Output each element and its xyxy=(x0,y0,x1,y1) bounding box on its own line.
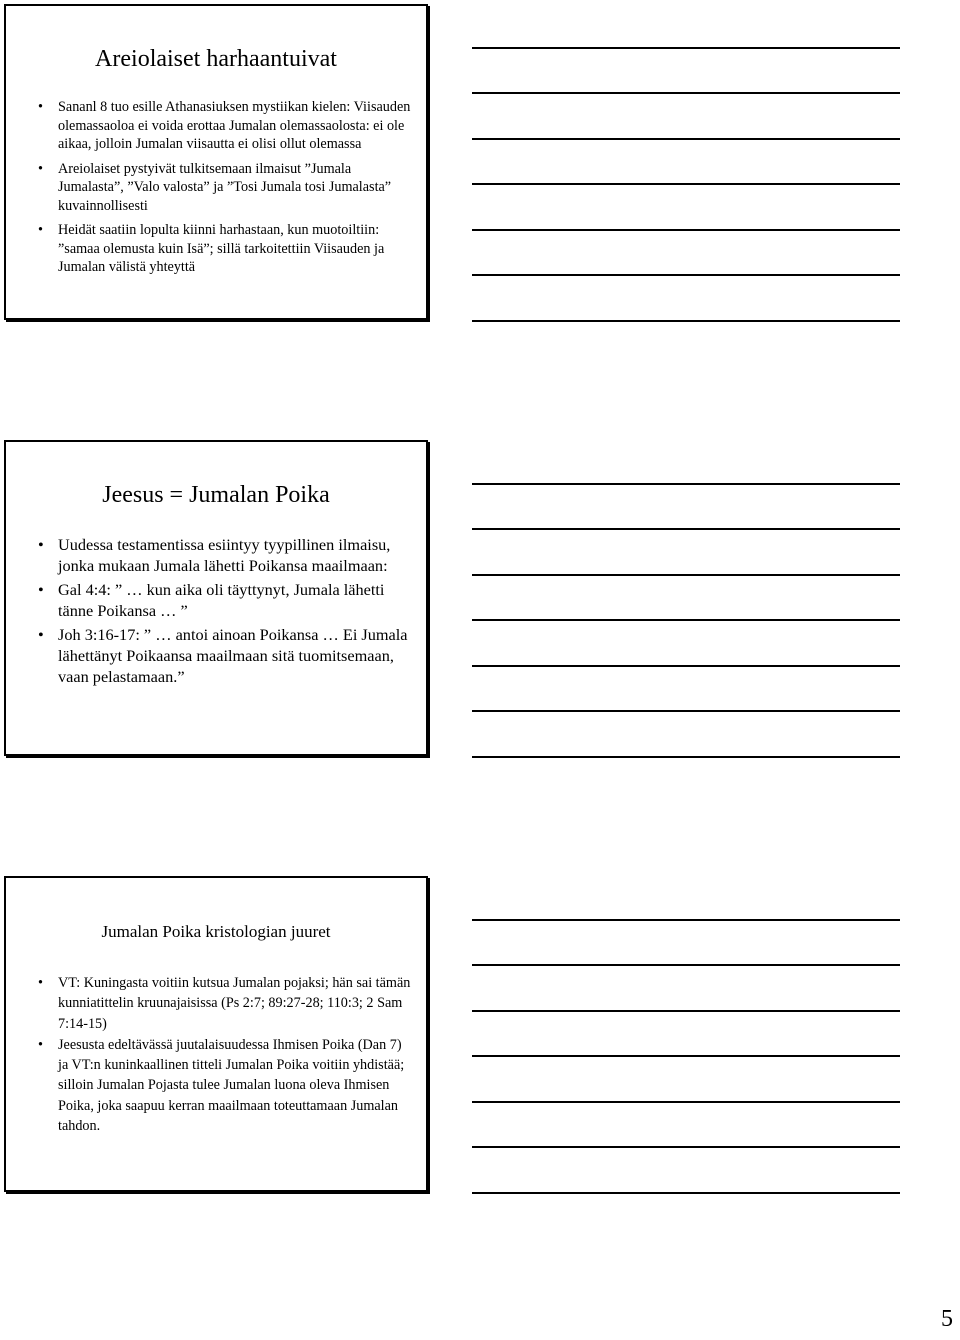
slide-title: Jumalan Poika kristologian juuret xyxy=(101,922,331,941)
page-number: 5 xyxy=(941,1306,953,1332)
note-line xyxy=(472,274,900,276)
note-line xyxy=(472,1010,900,1012)
bullet-list xyxy=(30,534,412,690)
note-line xyxy=(472,964,900,966)
bullet-item: • Joh 3:16-17: ” … antoi ainoan Poikansa … Ei Jumala lähettänyt Poikaansa maailmaan sitä tuomitsemaan, vaan pelastamaan.” xyxy=(30,624,412,687)
note-line xyxy=(472,138,900,140)
slide-2 xyxy=(4,440,428,756)
note-line xyxy=(472,1055,900,1057)
note-line xyxy=(472,710,900,712)
bullet-item: • Uudessa testamentissa esiintyy tyypillinen ilmaisu, jonka mukaan Jumala lähetti Poikansa maailmaan: xyxy=(30,534,412,576)
bullet-item: • Areiolaiset pystyivät tulkitsemaan ilmaisut ”Jumala Jumalasta”, ”Valo valosta” ja ”Tosi Jumala tosi Jumalasta” kuvainnollisesti xyxy=(30,160,412,216)
slide-1 xyxy=(4,4,428,320)
bullet-item: • Heidät saatiin lopulta kiinni harhastaan, kun muotoiltiin: ”samaa olemusta kuin Isä”; sillä tarkoitettiin Viisauden ja Jumalan välistä yhteyttä xyxy=(30,221,412,277)
note-line xyxy=(472,92,900,94)
note-line xyxy=(472,528,900,530)
note-line xyxy=(472,47,900,49)
slide-title: Areiolaiset harhaantuivat xyxy=(95,46,337,72)
note-line xyxy=(472,919,900,921)
bullet-list xyxy=(30,98,412,283)
note-line xyxy=(472,1101,900,1103)
note-line xyxy=(472,619,900,621)
bullet-list xyxy=(30,973,412,1137)
bullet-item: • VT: Kuningasta voitiin kutsua Jumalan pojaksi; hän sai tämän kunniatittelin kruunajaisissa (Ps 2:7; 89:27-28; 110:3; 2 Sam 7:14-15) xyxy=(30,973,412,1034)
note-line xyxy=(472,574,900,576)
bullet-item: • Sananl 8 tuo esille Athanasiuksen mystiikan kielen: Viisauden olemassaoloa ei voida erottaa Jumalan olemassaolosta: ei ole aikaa, jolloin Jumalan viisautta ei olisi ollut olemassa xyxy=(30,98,412,154)
slide-3 xyxy=(4,876,428,1192)
note-line xyxy=(472,229,900,231)
note-line xyxy=(472,320,900,322)
bullet-item: • Jeesusta edeltävässä juutalaisuudessa Ihmisen Poika (Dan 7) ja VT:n kuninkaallinen titteli Jumalan Poika voitiin yhdistää; silloin Jumalan Pojasta tulee Jumalan luona oleva Ihmisen Poika, joka saapuu kerran maailmaan toteuttamaan Jumalan tahdon. xyxy=(30,1035,412,1136)
note-line xyxy=(472,1146,900,1148)
slide-title: Jeesus = Jumalan Poika xyxy=(102,482,330,508)
note-line xyxy=(472,183,900,185)
note-line xyxy=(472,483,900,485)
bullet-item: • Gal 4:4: ” … kun aika oli täyttynyt, Jumala lähetti tänne Poikansa … ” xyxy=(30,579,412,621)
note-line xyxy=(472,1192,900,1194)
note-line xyxy=(472,756,900,758)
note-line xyxy=(472,665,900,667)
